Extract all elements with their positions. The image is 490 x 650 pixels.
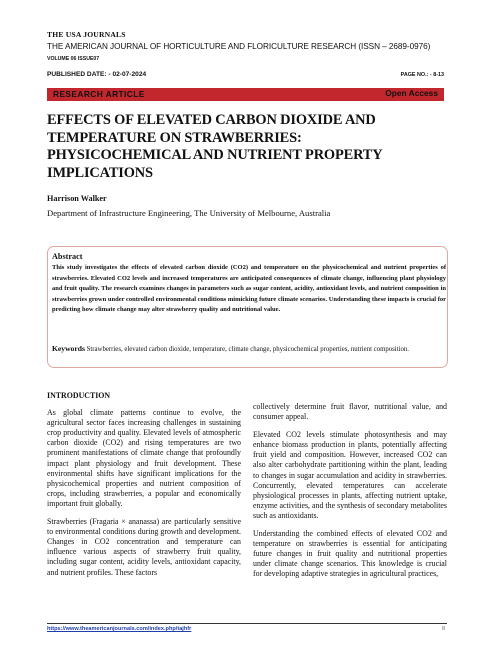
paragraph: Elevated CO2 levels stimulate photosynthesis and may enhance biomass production in plants, potentially affecting fruit yield and composition. However, increased CO2 can also alter carbohydrate partitioning within the plant, leading to changes in sugar accumulation and acidity in strawberries. Concurrently, elevated temperatures can accelerate physiological processes in plants, affecting nutrient uptake, enzyme activities, and the synthesis of secondary metabolites such as antioxidants. [253, 430, 447, 520]
abstract-text: This study investigates the effects of elevated carbon dioxide (CO2) and temperature on the physicochemical and nutrient properties of strawberries. Elevated CO2 levels and increased temperatures are anticipated consequences of climate change, influencing plant physiology and fruit quality. The research examines changes in parameters such as sugar content, acidity, antioxidant levels, and nutrient composition in strawberries grown under controlled environmental conditions mimicking future climate scenarios. Understanding these impacts is crucial for predicting how climate change may alter strawberry quality and nutritional value. [52, 264, 446, 313]
author-affiliation: Department of Infrastructure Engineering, The University of Melbourne, Australia [47, 208, 331, 218]
body-column-left [47, 391, 241, 586]
keywords-text: Strawberries, elevated carbon dioxide, temperature, climate change, physicochemical properties, nutrient composition. [86, 346, 409, 353]
author-name: Harrison Walker [47, 194, 107, 203]
page-number: 8 [442, 626, 445, 632]
keywords [52, 344, 446, 355]
volume-issue: VOLUME 06 ISSUE07 [47, 56, 100, 62]
paragraph: Strawberries (Fragaria × ananassa) are particularly sensitive to environmental conditions during growth and development. Changes in CO2 concentration and temperature can influence various aspects of strawberry fruit quality, including sugar content, acidity levels, antioxidant capacity, and nutrient profiles. These factors [47, 517, 241, 577]
body-column-right [253, 402, 447, 588]
footer-divider [47, 623, 447, 624]
keywords-label: Keywords [52, 344, 85, 353]
paragraph: As global climate patterns continue to evolve, the agricultural sector faces increasing challenges in sustaining crop productivity and quality. Elevated levels of atmospheric carbon dioxide (CO2) and rising temperatures are two prominent manifestations of climate change that profoundly impact plant physiology and fruit development. These environmental shifts have significant implications for the physicochemical properties and nutrient composition of crops, including strawberries, a popular and economically important fruit globally. [47, 408, 241, 508]
paper-title: EFFECTS OF ELEVATED CARBON DIOXIDE AND TEMPERATURE ON STRAWBERRIES: PHYSICOCHEMICAL AND NUTRIENT PROPERTY IMPLICATIONS [47, 112, 382, 181]
abstract-heading: Abstract [52, 252, 83, 261]
page-range: PAGE NO.: - 8-13 [400, 72, 444, 78]
journal-link[interactable]: https://www.theamericanjournals.com/index.php/tajhfr [47, 626, 192, 632]
article-type-banner [47, 88, 444, 101]
journal-name: THE USA JOURNALS [47, 30, 126, 39]
journal-title: THE AMERICAN JOURNAL OF HORTICULTURE AND FLORICULTURE RESEARCH (ISSN – 2689-0976) [47, 42, 431, 51]
paragraph: collectively determine fruit flavor, nutritional value, and consumer appeal. [253, 402, 447, 422]
article-type-label: RESEARCH ARTICLE [53, 89, 145, 99]
section-heading-introduction: INTRODUCTION [47, 391, 111, 400]
paragraph: Understanding the combined effects of elevated CO2 and temperature on strawberries is essential for anticipating future changes in fruit quality and nutritional properties under climate change scenarios. This knowledge is crucial for developing adaptive strategies in agricultural practices, [253, 529, 447, 579]
published-date: PUBLISHED DATE: - 02-07-2024 [47, 71, 147, 78]
open-access-label: Open Access [385, 88, 438, 98]
